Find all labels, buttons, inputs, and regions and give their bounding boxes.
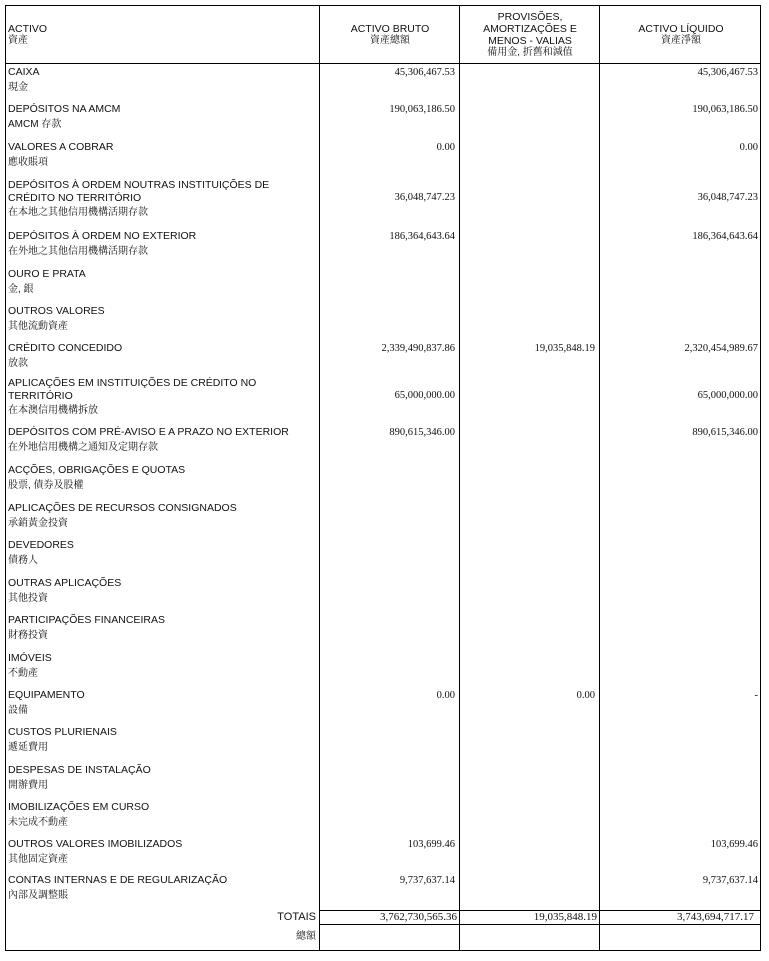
- header-activo-bruto: [321, 6, 459, 63]
- header-prov-line1: PROVISÕES,: [497, 10, 563, 23]
- header-prov-zh: 備用金, 折舊和減值: [487, 46, 573, 58]
- row-label-zh: 設備: [8, 705, 28, 716]
- row-label-zh: 其他流動資產: [8, 321, 68, 332]
- row-label-zh: 不動產: [8, 668, 38, 679]
- row-label-pt: EQUIPAMENTO: [8, 689, 85, 701]
- row-label-pt: DEVEDORES: [8, 539, 74, 551]
- totals-label-zh: 總額: [296, 931, 316, 942]
- row-value-activo-bruto: 186,364,643.64: [389, 231, 455, 242]
- row-label-zh: 其他固定資產: [8, 854, 68, 865]
- row-value-activo-liquido: 9,737,637.14: [702, 875, 758, 886]
- row-value-activo-liquido: 890,615,346.00: [692, 427, 758, 438]
- row-label-zh: 在外地信用機構之通知及定期存款: [8, 442, 158, 453]
- row-value-activo-liquido: 65,000,000.00: [697, 390, 758, 401]
- row-label-zh: 金, 銀: [8, 284, 34, 295]
- total-provisoes: 19,035,848.19: [533, 911, 597, 923]
- row-label-pt: CRÉDITO CONCEDIDO: [8, 342, 123, 354]
- row-label-zh: 在外地之其他信用機構活期存款: [8, 246, 148, 257]
- row-value-activo-liquido: 36,048,747.23: [697, 192, 758, 203]
- row-label-zh: 現金: [8, 82, 28, 93]
- row-label-pt: IMÓVEIS: [8, 652, 52, 664]
- row-value-activo-bruto: 2,339,490,837.86: [381, 343, 455, 354]
- row-value-activo-liquido: 186,364,643.64: [692, 231, 758, 242]
- row-label-pt: CAIXA: [8, 66, 40, 78]
- header-activo: [8, 6, 318, 63]
- header-prov-line3: MENOS - VALIAS: [488, 34, 572, 47]
- row-label-pt: VALORES A COBRAR: [8, 141, 114, 153]
- row-label-zh: 內部及調整賬: [8, 890, 68, 901]
- row-label-pt: DEPÓSITOS NA AMCM: [8, 103, 121, 115]
- row-label-zh: 在本澳信用機構拆放: [8, 405, 98, 416]
- row-label-pt: DEPÓSITOS À ORDEM NO EXTERIOR: [8, 230, 197, 242]
- row-label-pt: OUTROS VALORES: [8, 305, 105, 317]
- row-label-pt: ACÇÕES, OBRIGAÇÕES E QUOTAS: [8, 464, 186, 476]
- row-label-pt: PARTICIPAÇÕES FINANCEIRAS: [8, 614, 165, 626]
- row-value-activo-liquido: 0.00: [739, 142, 758, 153]
- totals-rule-lower: [320, 924, 760, 925]
- column-divider: [599, 6, 600, 950]
- row-label-zh: 遞延費用: [8, 742, 48, 753]
- row-value-activo-liquido: 190,063,186.50: [692, 104, 758, 115]
- header-activo-liquido: [601, 6, 761, 63]
- column-divider: [319, 6, 320, 950]
- row-value-activo-liquido: 103,699.46: [710, 839, 758, 850]
- row-label-pt: OURO E PRATA: [8, 268, 86, 280]
- header-bruto-pt: ACTIVO BRUTO: [350, 22, 430, 35]
- row-value-activo-liquido: -: [754, 690, 758, 701]
- total-activo-liquido: 3,743,694,717.17: [677, 911, 754, 923]
- row-label-pt: OUTROS VALORES IMOBILIZADOS: [8, 838, 183, 850]
- header-activo-zh: 資產: [8, 34, 28, 46]
- row-value-activo-bruto: 0.00: [436, 690, 455, 701]
- row-value-activo-bruto: 65,000,000.00: [394, 390, 455, 401]
- header-liq-zh: 資產淨額: [661, 34, 701, 46]
- row-value-activo-bruto: 103,699.46: [407, 839, 455, 850]
- header-bruto-zh: 資產總額: [370, 34, 410, 46]
- row-label-pt: IMOBILIZAÇÕES EM CURSO: [8, 801, 150, 813]
- row-value-activo-bruto: 9,737,637.14: [399, 875, 455, 886]
- header-liq-pt: ACTIVO LÍQUIDO: [638, 22, 724, 35]
- row-value-activo-bruto: 0.00: [436, 142, 455, 153]
- header-rule: [6, 63, 760, 64]
- row-label-pt: APLICAÇÕES EM INSTITUIÇÕES DE CRÉDITO NO TERRITÓRIO: [8, 377, 257, 402]
- row-label-pt: CONTAS INTERNAS E DE REGULARIZAÇÃO: [8, 874, 228, 886]
- row-label-zh: 開辦費用: [8, 780, 48, 791]
- row-label-zh: 財務投資: [8, 630, 48, 641]
- row-label-pt: OUTRAS APLICAÇÕES: [8, 577, 122, 589]
- header-provisoes: [461, 6, 599, 63]
- row-label-pt: DEPÓSITOS À ORDEM NOUTRAS INSTITUIÇÕES DE CRÉDITO NO TERRITÓRIO: [8, 179, 270, 204]
- row-value-activo-bruto: 36,048,747.23: [394, 192, 455, 203]
- row-label-pt: CUSTOS PLURIENAIS: [8, 726, 117, 738]
- row-label-zh: 未完成不動產: [8, 817, 68, 828]
- row-label-zh: 應收賬項: [8, 157, 48, 168]
- row-label-zh: 放款: [8, 358, 28, 369]
- row-label-zh: AMCM 存款: [8, 119, 62, 130]
- totals-label: TOTAIS: [277, 911, 316, 923]
- balance-sheet-table: [5, 5, 761, 951]
- row-value-activo-bruto: 190,063,186.50: [389, 104, 455, 115]
- row-label-zh: 承銷黃金投資: [8, 518, 68, 529]
- row-label-pt: DESPESAS DE INSTALAÇÃO: [8, 764, 151, 776]
- header-prov-line2: AMORTIZAÇÕES E: [483, 22, 577, 35]
- row-value-provisoes: 19,035,848.19: [534, 343, 595, 354]
- row-value-activo-bruto: 45,306,467.53: [394, 67, 455, 78]
- row-label-zh: 債務人: [8, 555, 38, 566]
- row-label-zh: 其他投資: [8, 593, 48, 604]
- row-label-pt: APLICAÇÕES DE RECURSOS CONSIGNADOS: [8, 502, 237, 514]
- row-label-zh: 股票, 債券及股權: [8, 480, 84, 491]
- column-divider: [459, 6, 460, 950]
- row-value-activo-liquido: 45,306,467.53: [697, 67, 758, 78]
- header-activo-pt: ACTIVO: [8, 22, 48, 35]
- row-value-activo-bruto: 890,615,346.00: [389, 427, 455, 438]
- row-value-provisoes: 0.00: [576, 690, 595, 701]
- row-value-activo-liquido: 2,320,454,989.67: [684, 343, 758, 354]
- total-activo-bruto: 3,762,730,565.36: [380, 911, 457, 923]
- row-label-pt: DEPÓSITOS COM PRÉ-AVISO E A PRAZO NO EXTERIOR: [8, 426, 289, 438]
- row-label-zh: 在本地之其他信用機構活期存款: [8, 207, 148, 218]
